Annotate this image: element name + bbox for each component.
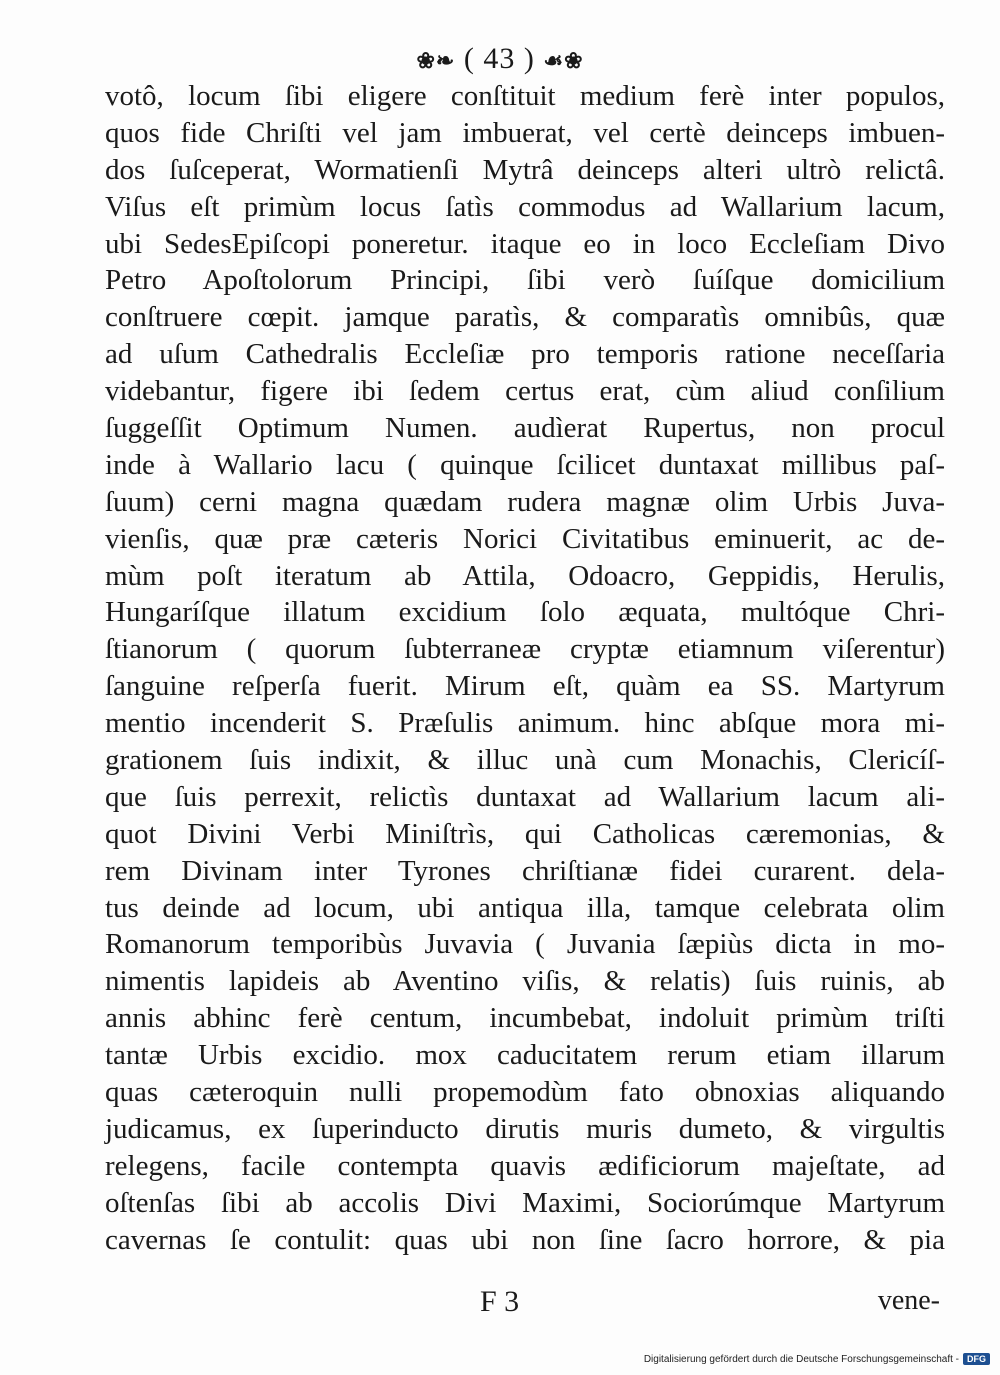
text-line: dos ſuſceperat, Wormatienſi Mytrâ deinceps alteri ultrò relictâ. — [105, 153, 945, 186]
text-line: relegens, facile contempta quavis ædificiorum majeſtate, ad — [105, 1149, 945, 1182]
text-line: ſtianorum ( quorum ſubterraneæ cryptæ etiamnum viſerentur) — [105, 633, 945, 666]
text-line: annis abhinc ferè centum, incumbebat, indoluit primùm triſti — [105, 1002, 945, 1035]
text-line: oſtenſas ſibi ab accolis Divi Maximi, Sociorúmque Martyrum — [105, 1186, 945, 1219]
text-line: que ſuis perrexit, relictìs duntaxat ad Wallarium lacum ali- — [105, 780, 945, 813]
text-line: tantæ Urbis excidio. mox caducitatem rerum etiam illarum — [105, 1039, 945, 1072]
text-line: tus deinde ad locum, ubi antiqua illa, tamque celebrata olim — [105, 891, 945, 924]
text-line: ſanguine reſperſa fuerit. Mirum eſt, quàm ea SS. Martyrum — [105, 670, 945, 703]
ornament-left-icon: ❀❧ — [416, 48, 456, 73]
text-line: Romanorum temporibùs Juvavia ( Juvania ſæpiùs dicta in mo- — [105, 928, 945, 961]
text-line: ſuum) cerni magna quædam rudera magnæ olim Urbis Juva- — [105, 485, 945, 518]
text-line: quot Divini Verbi Miniſtrìs, qui Catholicas cæremonias, & — [105, 817, 945, 850]
text-line: Viſus eſt primùm locus ſatìs commodus ad Wallarium lacum, — [105, 190, 945, 223]
text-line: quos fide Chriſti vel jam imbuerat, vel certè deinceps imbuen- — [105, 116, 945, 149]
text-line: vienſis, quæ præ cæteris Norici Civitatibus eminuerit, ac de- — [105, 522, 945, 555]
text-line: conſtruere cœpit. jamque paratìs, & comparatìs omnibûs, quæ — [105, 301, 945, 334]
text-line: cavernas ſe contulit: quas ubi non ſine ſacro horrore, & pia — [105, 1223, 945, 1256]
page-number: ( 43 ) — [463, 42, 535, 75]
text-line: ſuggeſſit Optimum Numen. audìerat Rupertus, non procul — [105, 412, 945, 445]
dfg-logo: DFG — [963, 1353, 990, 1365]
ornament-right-icon: ☙❀ — [543, 48, 584, 73]
digitization-footer — [644, 1353, 990, 1365]
text-line: grationem ſuis indixit, & illuc unà cum Monachis, Clericíſ- — [105, 744, 945, 777]
catchword: vene- — [877, 1285, 940, 1316]
text-line: quas cæteroquin nulli propemodùm fato obnoxias aliquando — [105, 1076, 945, 1109]
page-header — [0, 42, 1000, 76]
text-line: inde à Wallario lacu ( quinque ſcilicet duntaxat millibus paſ- — [105, 448, 945, 481]
text-line: ad uſum Cathedralis Eccleſiæ pro temporis ratione neceſſaria — [105, 338, 945, 371]
text-line: ubi SedesEpiſcopi poneretur. itaque eo in loco Eccleſiam Divo — [105, 227, 945, 260]
text-line: nimentis lapideis ab Aventino viſis, & relatis) ſuis ruinis, ab — [105, 965, 945, 998]
text-line: judicamus, ex ſuperinducto dirutis muris dumeto, & virgultis — [105, 1112, 945, 1145]
text-line: rem Divinam inter Tyrones chriſtianæ fidei curarent. dela- — [105, 854, 945, 887]
text-line: mùm poſt iteratum ab Attila, Odoacro, Geppidis, Herulis, — [105, 559, 945, 592]
text-line: Petro Apoſtolorum Principi, ſibi verò ſuíſque domicilium — [105, 264, 945, 297]
body-text — [105, 78, 945, 1259]
signature-mark: F 3 — [480, 1285, 520, 1318]
footer-text: Digitalisierung gefördert durch die Deutsche Forschungsgemeinschaft - — [643, 1353, 959, 1365]
text-line: votô, locum ſibi eligere conſtituit medium ferè inter populos, — [105, 80, 945, 112]
text-line: Hungaríſque illatum excidium ſolo æquata, multóque Chri- — [105, 596, 945, 629]
text-line: videbantur, figere ibi ſedem certus erat, cùm aliud conſilium — [105, 375, 945, 408]
text-line: mentio incenderit S. Præſulis animum. hinc abſque mora mi- — [105, 707, 945, 740]
